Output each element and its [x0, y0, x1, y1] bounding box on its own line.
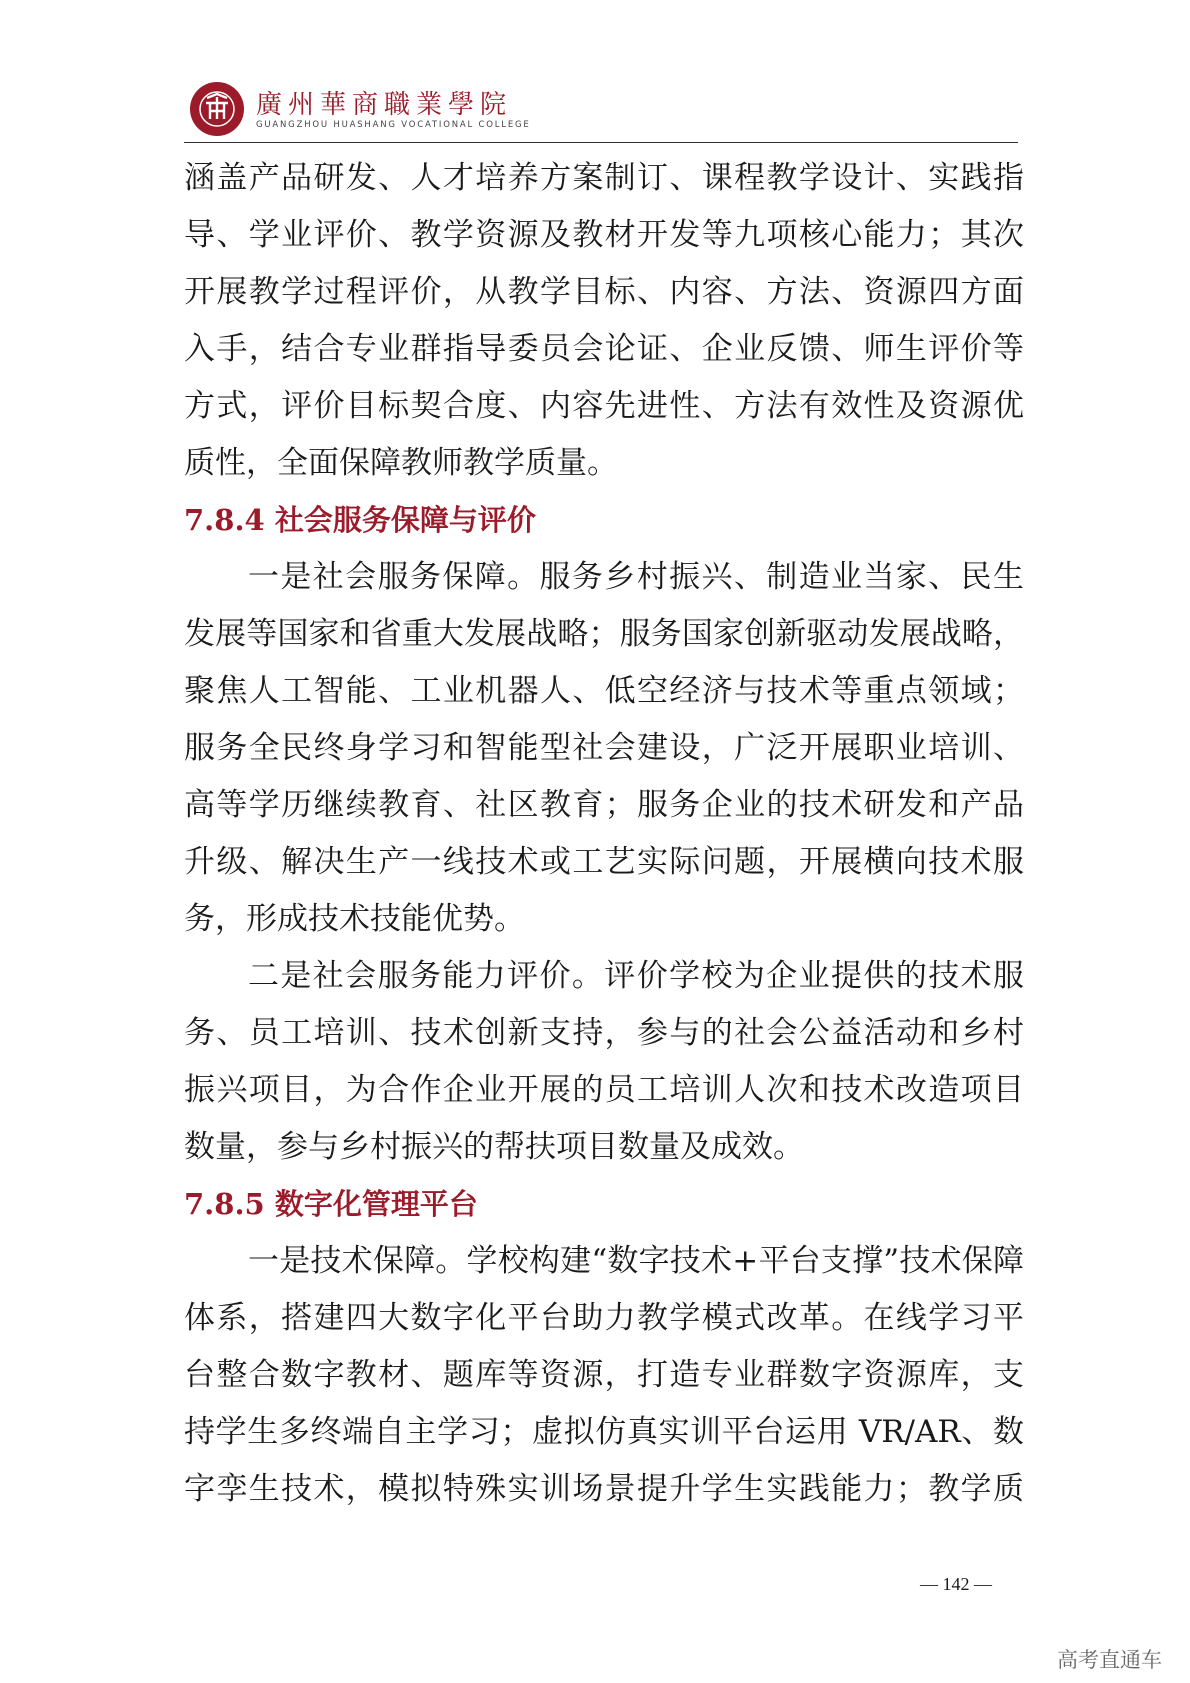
college-name-en: GUANGZHOU HUASHANG VOCATIONAL COLLEGE [256, 120, 531, 130]
text-line: 方式，评价目标契合度、内容先进性、方法有效性及资源优 [184, 388, 1024, 424]
text-line: 持学生多终端自主学习；虚拟仿真实训平台运用 VR/AR、数 [184, 1414, 1024, 1450]
paragraph-intro [184, 150, 1024, 492]
text-line: 数量，参与乡村振兴的帮扶项目数量及成效。 [184, 1129, 804, 1165]
text-line: 导、学业评价、教学资源及教材开发等九项核心能力；其次 [184, 217, 1024, 253]
text-line: 涵盖产品研发、人才培养方案制订、课程教学设计、实践指 [184, 160, 1024, 196]
text-line: 一是技术保障。学校构建“数字技术+平台支撑”技术保障 [248, 1243, 1024, 1279]
text-line: 高等学历继续教育、社区教育；服务企业的技术研发和产品 [184, 787, 1024, 823]
college-name-cn: 廣州華商職業學院 [256, 90, 513, 120]
text-line: 体系，搭建四大数字化平台助力教学模式改革。在线学习平 [184, 1300, 1024, 1336]
section-heading-7-8-5: 7.8.5 数字化管理平台 [184, 1187, 478, 1221]
paragraph-technical-guarantee [184, 1233, 1024, 1518]
text-line: 务，形成技术技能优势。 [184, 901, 525, 937]
section-heading-7-8-4: 7.8.4 社会服务保障与评价 [184, 503, 536, 537]
text-line: 聚焦人工智能、工业机器人、低空经济与技术等重点领域； [184, 673, 1024, 709]
text-line: 二是社会服务能力评价。评价学校为企业提供的技术服 [248, 958, 1024, 994]
text-line: 开展教学过程评价，从教学目标、内容、方法、资源四方面 [184, 274, 1024, 310]
text-line: 务、员工培训、技术创新支持，参与的社会公益活动和乡村 [184, 1015, 1024, 1051]
text-line: 字孪生技术，模拟特殊实训场景提升学生实践能力；教学质 [184, 1471, 1024, 1507]
college-logo-icon [190, 82, 244, 136]
text-line: 质性，全面保障教师教学质量。 [184, 445, 618, 481]
header-divider [184, 142, 1018, 143]
document-body [184, 150, 1024, 1518]
text-line: 升级、解决生产一线技术或工艺实际问题，开展横向技术服 [184, 844, 1024, 880]
page-number: — 142 — [920, 1574, 992, 1594]
watermark: 高考直通车 [1057, 1648, 1162, 1672]
text-line: 服务全民终身学习和智能型社会建设，广泛开展职业培训、 [184, 730, 1024, 766]
text-line: 台整合数字教材、题库等资源，打造专业群数字资源库，支 [184, 1357, 1024, 1393]
page-header [190, 74, 1020, 144]
text-line: 入手，结合专业群指导委员会论证、企业反馈、师生评价等 [184, 331, 1024, 367]
text-line: 振兴项目，为合作企业开展的员工培训人次和技术改造项目 [184, 1072, 1024, 1108]
paragraph-social-service-guarantee [184, 549, 1024, 948]
paragraph-social-service-evaluation [184, 948, 1024, 1176]
text-line: 发展等国家和省重大发展战略；服务国家创新驱动发展战略， [184, 616, 1024, 652]
text-line: 一是社会服务保障。服务乡村振兴、制造业当家、民生 [248, 559, 1024, 595]
